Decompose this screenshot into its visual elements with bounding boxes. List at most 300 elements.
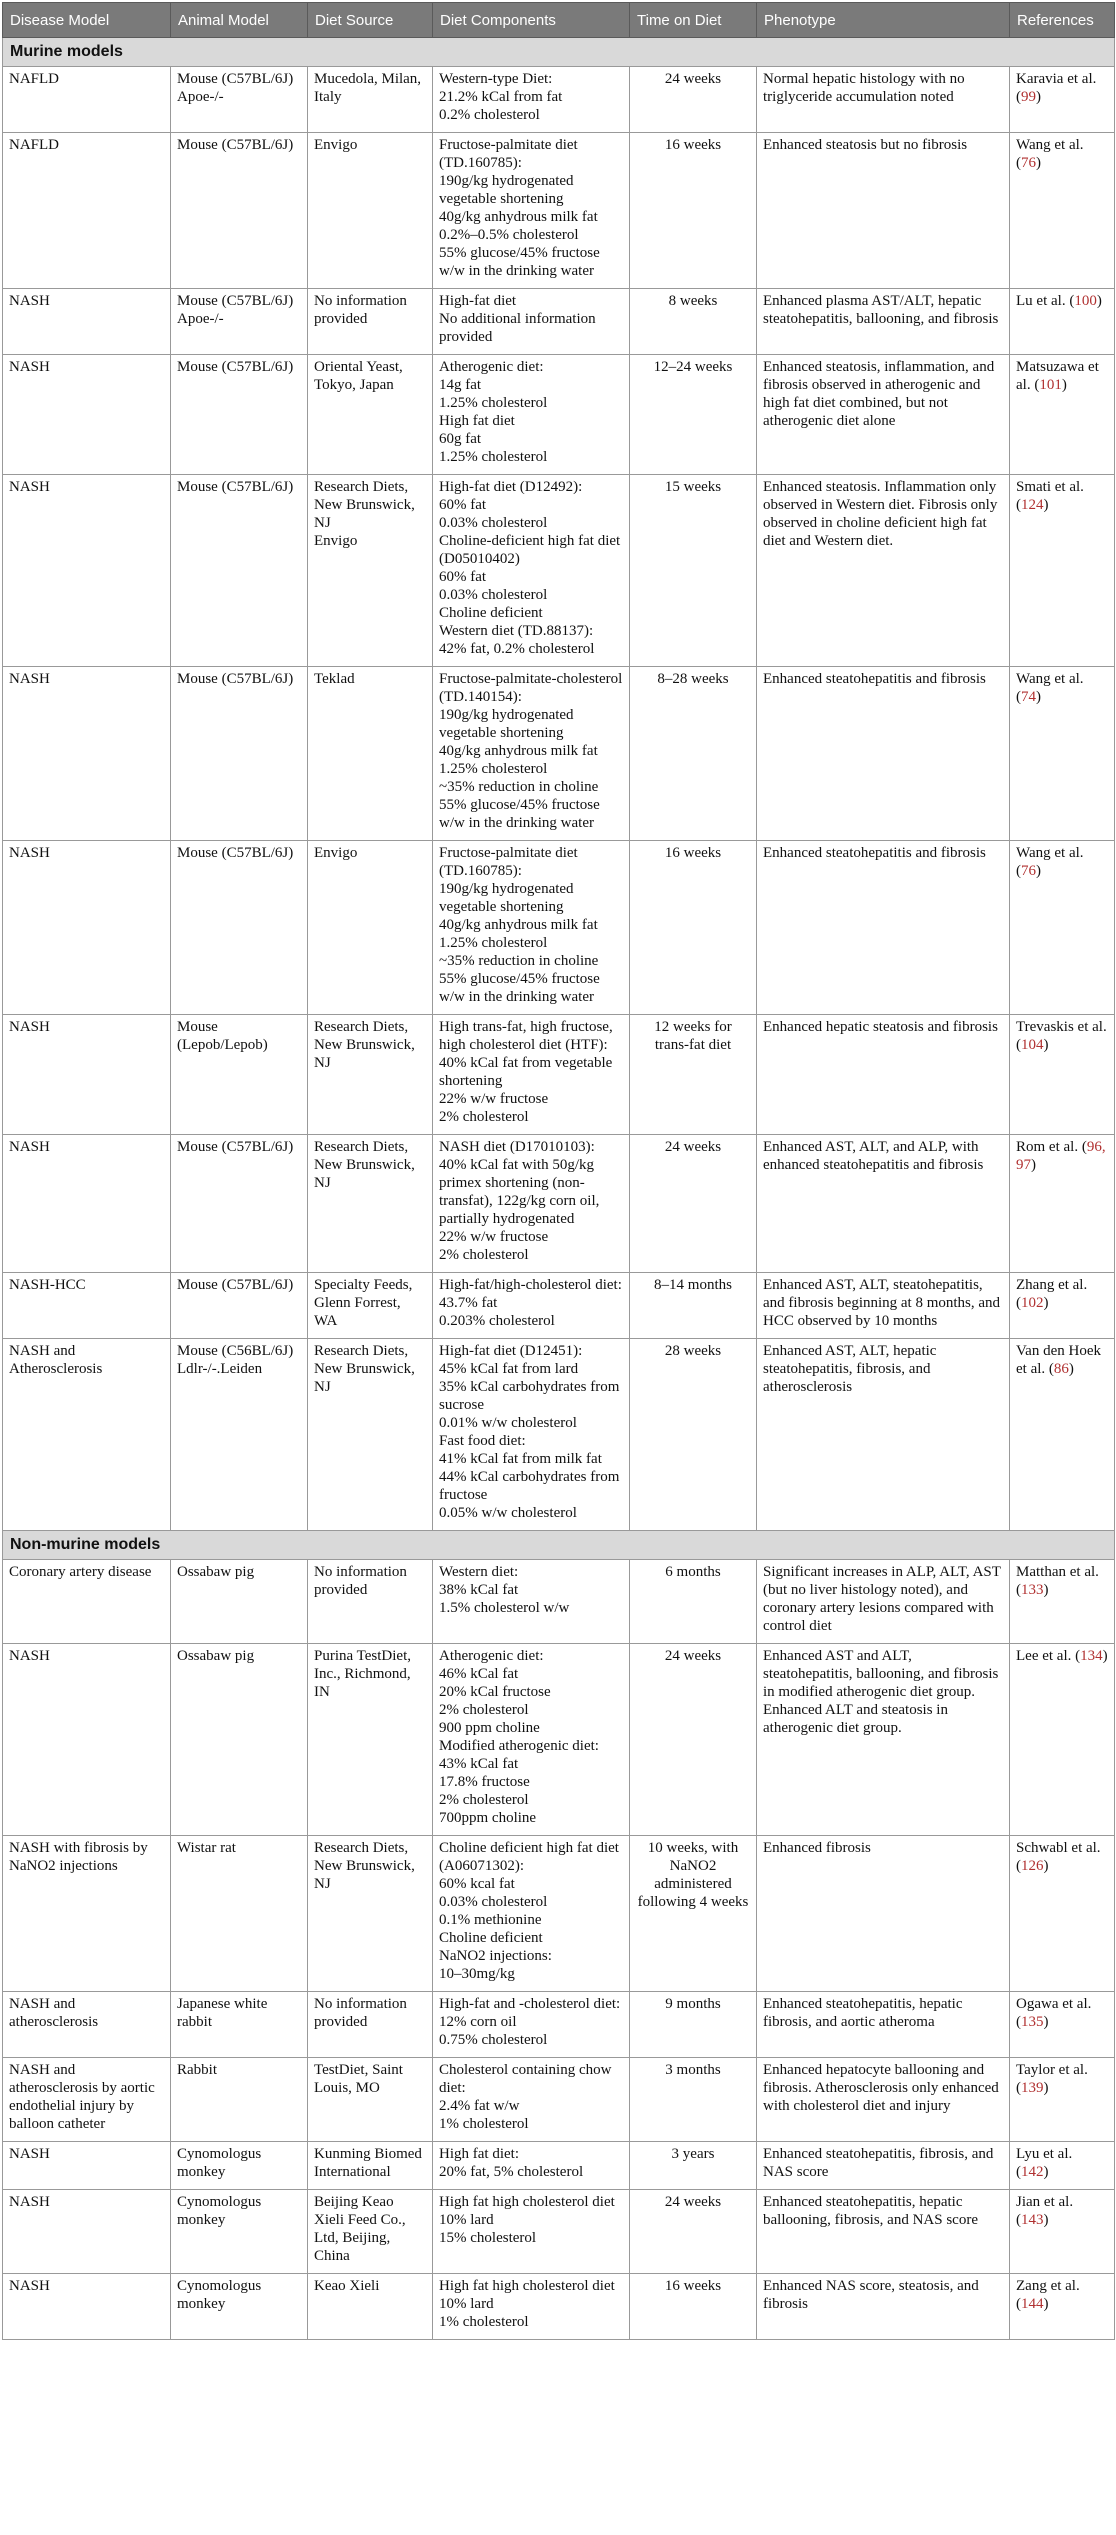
reference-link[interactable]: 104 <box>1021 1037 1044 1053</box>
cell-line: 0.01% w/w cholesterol <box>439 1415 577 1431</box>
cell-line: NAFLD <box>9 137 60 153</box>
cell-line: 16 weeks <box>664 2278 722 2294</box>
cell-line: NASH <box>9 359 50 375</box>
cell-line: Western diet (TD.88137): <box>439 623 594 639</box>
cell-line: 0.1% methionine <box>439 1912 542 1928</box>
cell-line: 41% kCal fat from milk fat <box>439 1451 602 1467</box>
references-cell: Smati et al. (124) <box>1010 475 1115 667</box>
time-on-diet-cell <box>630 1992 757 2058</box>
cell-line: Coronary artery disease <box>9 1564 152 1580</box>
diet-components-cell <box>433 475 630 667</box>
diet-components-cell <box>433 1339 630 1531</box>
cell-line: 1.25% cholesterol <box>439 761 548 777</box>
cell-line: 1.25% cholesterol <box>439 449 548 465</box>
table-row <box>3 1644 1115 1836</box>
animal-model-cell <box>171 2058 308 2142</box>
cell-line: Mouse <box>177 1019 218 1035</box>
time-on-diet-cell <box>630 1135 757 1273</box>
cell-line: ~35% reduction in choline <box>439 779 599 795</box>
animal-model-cell <box>171 133 308 289</box>
diet-components-cell <box>433 289 630 355</box>
cell-line: 60g fat <box>439 431 482 447</box>
cell-line: No information provided <box>314 1564 407 1598</box>
reference-link[interactable]: 142 <box>1021 2164 1044 2180</box>
cell-line: Keao Xieli <box>314 2278 380 2294</box>
cell-line: 190g/kg hydrogenated vegetable shortening <box>439 881 574 915</box>
diet-source-cell <box>308 841 433 1015</box>
cell-line: Choline deficient <box>439 1930 543 1946</box>
cell-line: High-fat diet (D12492): <box>439 479 583 495</box>
phenotype-cell <box>757 2058 1010 2142</box>
cell-line: 2% cholesterol <box>439 1247 529 1263</box>
cell-line: NASH <box>9 1019 50 1035</box>
phenotype-cell <box>757 1560 1010 1644</box>
reference-link[interactable]: 134 <box>1080 1648 1103 1664</box>
table-row <box>3 355 1115 475</box>
cell-line: Japanese white rabbit <box>177 1996 268 2030</box>
reference-author: Smati et al. <box>1016 479 1084 495</box>
diet-components-cell <box>433 667 630 841</box>
table-row <box>3 2058 1115 2142</box>
diet-source-cell <box>308 1992 433 2058</box>
references-cell: Wang et al. (76) <box>1010 133 1115 289</box>
table-row <box>3 133 1115 289</box>
cell-line: Western diet: <box>439 1564 519 1580</box>
time-on-diet-cell <box>630 1560 757 1644</box>
diet-components-cell <box>433 1644 630 1836</box>
cell-line: 2.4% fat w/w <box>439 2098 520 2114</box>
cell-line: NASH-HCC <box>9 1277 86 1293</box>
cell-line: 24 weeks <box>664 1139 722 1155</box>
cell-line: 900 ppm choline <box>439 1720 540 1736</box>
cell-line: NASH <box>9 2146 50 2162</box>
cell-line: 60% fat <box>439 497 487 513</box>
cell-line: 24 weeks <box>664 71 722 87</box>
cell-line: Enhanced steatosis. Inflammation only observed in Western diet. Fibrosis only observed in choline deficient high fat diet and Western diet. <box>763 479 998 549</box>
animal-model-cell <box>171 667 308 841</box>
reference-author: Wang et al. <box>1016 845 1084 861</box>
phenotype-cell <box>757 1836 1010 1992</box>
reference-author: Zang et al. <box>1016 2278 1080 2294</box>
cell-line: Enhanced AST and ALT, steatohepatitis, ballooning, and fibrosis in modified atherogenic diet group. Enhanced ALT and steatosis in atherogenic diet group. <box>763 1648 999 1736</box>
references-cell: Karavia et al. (99) <box>1010 67 1115 133</box>
cell-line: 55% glucose/45% fructose w/w in the drinking water <box>439 797 600 831</box>
disease-model-cell <box>3 1135 171 1273</box>
reference-link[interactable]: 96, 97 <box>1016 1139 1106 1173</box>
diet-source-cell <box>308 133 433 289</box>
cell-line: Enhanced AST, ALT, hepatic steatohepatitis, fibrosis, and atherosclerosis <box>763 1343 937 1395</box>
disease-model-cell <box>3 2190 171 2274</box>
diet-source-cell <box>308 1644 433 1836</box>
cell-line: 10 weeks, with NaNO2 administered following 4 weeks <box>637 1840 749 1910</box>
cell-line: No information provided <box>314 1996 407 2030</box>
phenotype-cell <box>757 2274 1010 2340</box>
cell-line: Beijing Keao Xieli Feed Co., Ltd, Beijing, China <box>314 2194 406 2264</box>
reference-link[interactable]: 139 <box>1021 2080 1044 2096</box>
cell-line: Ossabaw pig <box>177 1564 255 1580</box>
cell-line: 46% kCal fat <box>439 1666 519 1682</box>
disease-model-cell <box>3 1836 171 1992</box>
diet-source-cell <box>308 289 433 355</box>
cell-line: Enhanced steatohepatitis, fibrosis, and NAS score <box>763 2146 994 2180</box>
diet-source-cell <box>308 2142 433 2190</box>
cell-line: Wistar rat <box>177 1840 236 1856</box>
cell-line: 40% kCal fat with 50g/kg primex shortening (non-transfat), 122g/kg corn oil, partially hydrogenated <box>439 1157 600 1227</box>
table-row <box>3 2142 1115 2190</box>
cell-line: 0.03% cholesterol <box>439 515 548 531</box>
disease-model-cell <box>3 1644 171 1836</box>
cell-line: Apoe-/- <box>177 311 224 327</box>
cell-line: 20% kCal fructose <box>439 1684 551 1700</box>
diet-components-cell <box>433 67 630 133</box>
animal-model-cell <box>171 1644 308 1836</box>
cell-line: 1.25% cholesterol <box>439 935 548 951</box>
disease-model-cell <box>3 1339 171 1531</box>
table-row <box>3 841 1115 1015</box>
cell-line: Oriental Yeast, Tokyo, Japan <box>314 359 403 393</box>
table-row <box>3 1836 1115 1992</box>
diet-source-cell <box>308 355 433 475</box>
cell-line: Enhanced steatohepatitis and fibrosis <box>763 671 986 687</box>
section-title: Non-murine models <box>3 1531 1115 1560</box>
diet-source-cell <box>308 1560 433 1644</box>
references-cell: Trevaskis et al. (104) <box>1010 1015 1115 1135</box>
reference-author: Zhang et al. <box>1016 1277 1088 1293</box>
disease-model-cell <box>3 667 171 841</box>
cell-line: 12–24 weeks <box>653 359 733 375</box>
references-cell: Lee et al. (134) <box>1010 1644 1115 1836</box>
cell-line: Kunming Biomed International <box>314 2146 422 2180</box>
disease-model-cell <box>3 1015 171 1135</box>
cell-line: Cynomologus monkey <box>177 2146 262 2180</box>
cell-line: 55% glucose/45% fructose w/w in the drinking water <box>439 971 600 1005</box>
time-on-diet-cell <box>630 2142 757 2190</box>
disease-model-cell <box>3 2058 171 2142</box>
table-row <box>3 1339 1115 1531</box>
cell-line: NASH diet (D17010103): <box>439 1139 595 1155</box>
cell-line: 40g/kg anhydrous milk fat <box>439 743 598 759</box>
cell-line: Enhanced AST, ALT, steatohepatitis, and fibrosis beginning at 8 months, and HCC observed by 10 months <box>763 1277 1001 1329</box>
table-row <box>3 667 1115 841</box>
phenotype-cell <box>757 355 1010 475</box>
reference-link[interactable]: 124 <box>1021 497 1044 513</box>
cell-line: Enhanced plasma AST/ALT, hepatic steatohepatitis, ballooning, and fibrosis <box>763 293 999 327</box>
time-on-diet-cell <box>630 2274 757 2340</box>
cell-line: 43% kCal fat <box>439 1756 519 1772</box>
cell-line: Enhanced hepatic steatosis and fibrosis <box>763 1019 998 1035</box>
phenotype-cell <box>757 1015 1010 1135</box>
section-title: Murine models <box>3 38 1115 67</box>
diet-components-cell <box>433 1836 630 1992</box>
cell-line: 15% cholesterol <box>439 2230 537 2246</box>
diet-source-cell <box>308 475 433 667</box>
reference-author: Wang et al. <box>1016 671 1084 687</box>
cell-line: Mouse (C57BL/6J) <box>177 1139 294 1155</box>
animal-model-cell <box>171 1339 308 1531</box>
time-on-diet-cell <box>630 1644 757 1836</box>
table-row <box>3 67 1115 133</box>
cell-line: Research Diets, New Brunswick, NJ <box>314 479 415 531</box>
cell-line: 1.25% cholesterol <box>439 395 548 411</box>
reference-link[interactable]: 135 <box>1021 2014 1044 2030</box>
cell-line: 2% cholesterol <box>439 1792 529 1808</box>
cell-line: Atherogenic diet: <box>439 359 544 375</box>
disease-model-cell <box>3 841 171 1015</box>
references-cell: Wang et al. (74) <box>1010 667 1115 841</box>
reference-link[interactable]: 76 <box>1021 863 1036 879</box>
cell-line: 1.5% cholesterol w/w <box>439 1600 570 1616</box>
time-on-diet-cell <box>630 133 757 289</box>
disease-model-cell <box>3 2274 171 2340</box>
diet-components-cell <box>433 355 630 475</box>
disease-model-cell <box>3 67 171 133</box>
cell-line: 38% kCal fat <box>439 1582 519 1598</box>
diet-components-cell <box>433 2274 630 2340</box>
diet-components-cell <box>433 1560 630 1644</box>
animal-model-cell <box>171 2142 308 2190</box>
phenotype-cell <box>757 289 1010 355</box>
cell-line: 22% w/w fructose <box>439 1091 549 1107</box>
references-cell: Lu et al. (100) <box>1010 289 1115 355</box>
cell-line: Mouse (C56BL/6J) <box>177 1343 294 1359</box>
reference-link[interactable]: 126 <box>1021 1858 1044 1874</box>
reference-link[interactable]: 101 <box>1039 377 1062 393</box>
cell-line: 15 weeks <box>664 479 722 495</box>
cell-line: 40g/kg anhydrous milk fat <box>439 209 598 225</box>
cell-line: 40g/kg anhydrous milk fat <box>439 917 598 933</box>
cell-line: Enhanced steatohepatitis, hepatic ballooning, fibrosis, and NAS score <box>763 2194 978 2228</box>
references-cell: Van den Hoek et al. (86) <box>1010 1339 1115 1531</box>
cell-line: Choline-deficient high fat diet (D05010402) <box>439 533 621 567</box>
phenotype-cell <box>757 1339 1010 1531</box>
cell-line: No additional information provided <box>439 311 596 345</box>
references-cell: Taylor et al. (139) <box>1010 2058 1115 2142</box>
reference-author: Karavia et al. <box>1016 71 1097 87</box>
diet-components-cell <box>433 2058 630 2142</box>
diet-source-cell <box>308 1273 433 1339</box>
cell-line: Mouse (C57BL/6J) <box>177 479 294 495</box>
cell-line: NASH and atherosclerosis <box>9 1996 99 2030</box>
cell-line: Enhanced steatohepatitis and fibrosis <box>763 845 986 861</box>
cell-line: 60% fat <box>439 569 487 585</box>
phenotype-cell <box>757 133 1010 289</box>
reference-author: Matsuzawa et al. <box>1016 359 1099 393</box>
table-row <box>3 2190 1115 2274</box>
cell-line: NASH and Atherosclerosis <box>9 1343 103 1377</box>
cell-line: Atherogenic diet: <box>439 1648 544 1664</box>
animal-model-cell <box>171 289 308 355</box>
header-time-on-diet: Time on Diet <box>630 3 757 38</box>
cell-line: Mouse (C57BL/6J) <box>177 359 294 375</box>
cell-line: Mouse (C57BL/6J) <box>177 671 294 687</box>
cell-line: 55% glucose/45% fructose w/w in the drinking water <box>439 245 600 279</box>
animal-model-cell <box>171 1273 308 1339</box>
cell-line: 45% kCal fat from lard <box>439 1361 579 1377</box>
reference-author: Van den Hoek et al. <box>1016 1343 1101 1377</box>
reference-author: Trevaskis et al. <box>1016 1019 1107 1035</box>
diet-components-cell <box>433 1135 630 1273</box>
cell-line: 190g/kg hydrogenated vegetable shortening <box>439 707 574 741</box>
time-on-diet-cell <box>630 355 757 475</box>
time-on-diet-cell <box>630 1015 757 1135</box>
cell-line: High fat diet <box>439 413 515 429</box>
cell-line: Mucedola, Milan, Italy <box>314 71 422 105</box>
diet-components-cell <box>433 133 630 289</box>
cell-line: Envigo <box>314 845 358 861</box>
diet-source-cell <box>308 1836 433 1992</box>
table-row <box>3 475 1115 667</box>
time-on-diet-cell <box>630 841 757 1015</box>
references-cell: Zhang et al. (102) <box>1010 1273 1115 1339</box>
cell-line: High fat high cholesterol diet <box>439 2194 615 2210</box>
cell-line: Choline deficient high fat diet (A06071302): <box>439 1840 619 1874</box>
cell-line: Purina TestDiet, Inc., Richmond, IN <box>314 1648 411 1700</box>
reference-link[interactable]: 133 <box>1021 1582 1044 1598</box>
cell-line: Mouse (C57BL/6J) <box>177 293 294 309</box>
cell-line: 2% cholesterol <box>439 1702 529 1718</box>
diet-components-cell <box>433 1992 630 2058</box>
phenotype-cell <box>757 1273 1010 1339</box>
disease-model-cell <box>3 1560 171 1644</box>
cell-line: Choline deficient <box>439 605 543 621</box>
animal-model-cell <box>171 1015 308 1135</box>
reference-link[interactable]: 74 <box>1021 689 1036 705</box>
cell-line: Mouse (C57BL/6J) <box>177 845 294 861</box>
cell-line: ~35% reduction in choline <box>439 953 599 969</box>
cell-line: Significant increases in ALP, ALT, AST (but no liver histology noted), and coronary artery lesions compared with control diet <box>763 1564 1001 1634</box>
cell-line: 14g fat <box>439 377 482 393</box>
cell-line: 0.2% cholesterol <box>439 107 540 123</box>
animal-model-cell <box>171 1560 308 1644</box>
diet-source-cell <box>308 2058 433 2142</box>
animal-model-cell <box>171 2190 308 2274</box>
cell-line: NASH <box>9 2194 50 2210</box>
references-cell: Matsuzawa et al. (101) <box>1010 355 1115 475</box>
cell-line: 0.203% cholesterol <box>439 1313 555 1329</box>
time-on-diet-cell <box>630 1836 757 1992</box>
references-cell: Wang et al. (76) <box>1010 841 1115 1015</box>
cell-line: Envigo <box>314 137 358 153</box>
cell-line: 0.05% w/w cholesterol <box>439 1505 577 1521</box>
references-cell: Ogawa et al. (135) <box>1010 1992 1115 2058</box>
phenotype-cell <box>757 67 1010 133</box>
cell-line: 21.2% kCal from fat <box>439 89 563 105</box>
time-on-diet-cell <box>630 289 757 355</box>
reference-link[interactable]: 143 <box>1021 2212 1044 2228</box>
cell-line: NASH <box>9 293 50 309</box>
cell-line: High-fat diet (D12451): <box>439 1343 583 1359</box>
phenotype-cell <box>757 841 1010 1015</box>
cell-line: Mouse (C57BL/6J) <box>177 137 294 153</box>
header-diet-components: Diet Components <box>433 3 630 38</box>
cell-line: Fructose-palmitate diet (TD.160785): <box>439 137 578 171</box>
cell-line: 0.2%–0.5% cholesterol <box>439 227 579 243</box>
header-animal-model: Animal Model <box>171 3 308 38</box>
cell-line: 44% kCal carbohydrates from fructose <box>439 1469 620 1503</box>
cell-line: 8–14 months <box>654 1277 732 1293</box>
time-on-diet-cell <box>630 67 757 133</box>
cell-line: NAFLD <box>9 71 60 87</box>
cell-line: 1% cholesterol <box>439 2116 529 2132</box>
cell-line: 3 years <box>671 2146 715 2162</box>
reference-link[interactable]: 76 <box>1021 155 1036 171</box>
cell-line: Fructose-palmitate diet (TD.160785): <box>439 845 578 879</box>
cell-line: High-fat and -cholesterol diet: <box>439 1996 621 2012</box>
cell-line: 16 weeks <box>664 845 722 861</box>
cell-line: NASH <box>9 671 50 687</box>
references-cell: Lyu et al. (142) <box>1010 2142 1115 2190</box>
disease-model-cell <box>3 289 171 355</box>
cell-line: 9 months <box>665 1996 721 2012</box>
disease-model-cell <box>3 2142 171 2190</box>
header-row <box>3 3 1115 38</box>
cell-line: NASH <box>9 1648 50 1664</box>
cell-line: 60% kcal fat <box>439 1876 515 1892</box>
cell-line: Enhanced hepatocyte ballooning and fibrosis. Atherosclerosis only enhanced with cholesterol diet and injury <box>763 2062 999 2114</box>
phenotype-cell <box>757 1644 1010 1836</box>
reference-author: Wang et al. <box>1016 137 1084 153</box>
cell-line: Research Diets, New Brunswick, NJ <box>314 1840 415 1892</box>
section-row <box>3 1531 1115 1560</box>
time-on-diet-cell <box>630 1273 757 1339</box>
animal-model-cell <box>171 841 308 1015</box>
cell-line: Ossabaw pig <box>177 1648 255 1664</box>
table-row <box>3 1560 1115 1644</box>
cell-line: 0.03% cholesterol <box>439 587 548 603</box>
reference-link[interactable]: 99 <box>1021 89 1036 105</box>
cell-line: TestDiet, Saint Louis, MO <box>314 2062 403 2096</box>
cell-line: 8 weeks <box>668 293 718 309</box>
cell-line: Enhanced steatohepatitis, hepatic fibrosis, and aortic atheroma <box>763 1996 963 2030</box>
cell-line: Western-type Diet: <box>439 71 553 87</box>
reference-link[interactable]: 86 <box>1053 1361 1069 1377</box>
cell-line: Research Diets, New Brunswick, NJ <box>314 1019 415 1071</box>
cell-line: Research Diets, New Brunswick, NJ <box>314 1139 415 1191</box>
cell-line: Enhanced steatosis, inflammation, and fibrosis observed in atherogenic and high fat diet combined, but not atherogenic diet alone <box>763 359 995 429</box>
cell-line: Rabbit <box>177 2062 217 2078</box>
reference-author: Taylor et al. <box>1016 2062 1088 2078</box>
cell-line: 8–28 weeks <box>657 671 729 687</box>
cell-line: Mouse (C57BL/6J) <box>177 71 294 87</box>
reference-link[interactable]: 100 <box>1074 293 1097 309</box>
diet-source-cell <box>308 1135 433 1273</box>
disease-model-cell <box>3 1273 171 1339</box>
cell-line: Fructose-palmitate-cholesterol (TD.140154): <box>439 671 623 705</box>
cell-line: 16 weeks <box>664 137 722 153</box>
cell-line: No information provided <box>314 293 407 327</box>
cell-line: High-fat diet <box>439 293 517 309</box>
cell-line: Modified atherogenic diet: <box>439 1738 599 1754</box>
reference-link[interactable]: 144 <box>1021 2296 1044 2312</box>
cell-line: 190g/kg hydrogenated vegetable shortening <box>439 173 574 207</box>
cell-line: Specialty Feeds, Glenn Forrest, WA <box>314 1277 413 1329</box>
time-on-diet-cell <box>630 1339 757 1531</box>
cell-line: High trans-fat, high fructose, high cholesterol diet (HTF): <box>439 1019 613 1053</box>
diet-source-cell <box>308 67 433 133</box>
cell-line: NASH <box>9 2278 50 2294</box>
header-diet-source: Diet Source <box>308 3 433 38</box>
animal-model-cell <box>171 1992 308 2058</box>
reference-link[interactable]: 102 <box>1021 1295 1044 1311</box>
cell-line: 10% lard <box>439 2296 494 2312</box>
table-body <box>3 38 1115 2340</box>
cell-line: 2% cholesterol <box>439 1109 529 1125</box>
cell-line: Envigo <box>314 533 358 549</box>
cell-line: High-fat/high-cholesterol diet: <box>439 1277 622 1293</box>
cell-line: Apoe-/- <box>177 89 224 105</box>
phenotype-cell <box>757 475 1010 667</box>
animal-model-cell <box>171 1135 308 1273</box>
